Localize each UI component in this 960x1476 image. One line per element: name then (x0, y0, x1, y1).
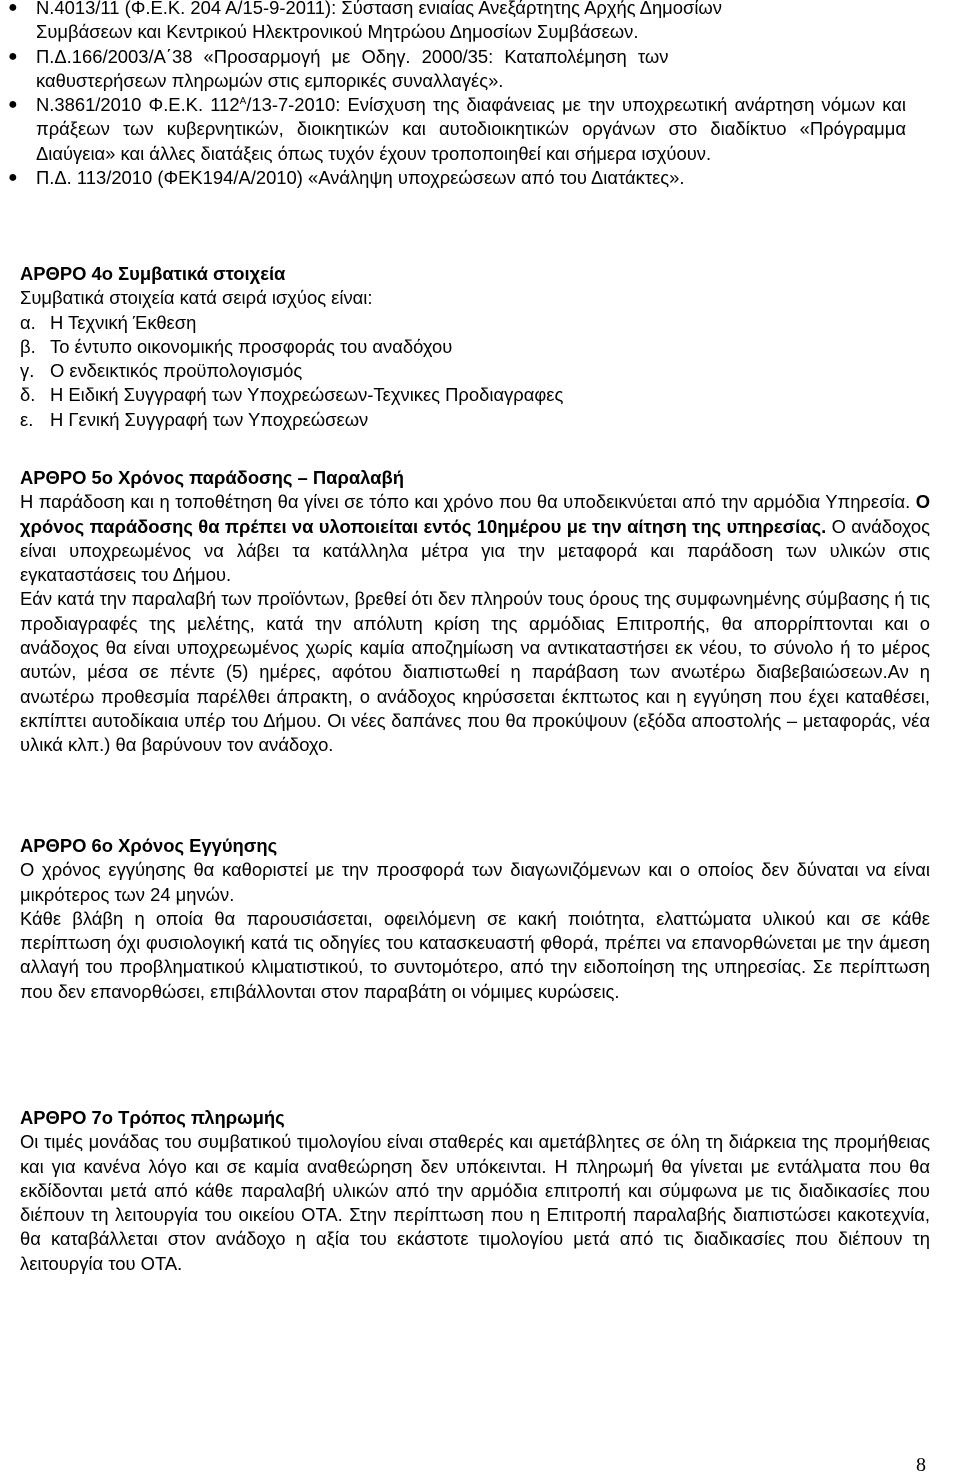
list-item-text: καθυστερήσεων πληρωμών στις εμπορικές συναλλαγές». (36, 69, 504, 91)
article-7 (20, 1106, 930, 1276)
article-heading: ΑΡΘΡΟ 6ο Χρόνος Εγγύησης (20, 835, 278, 856)
item-text: Η Ειδική Συγγραφή των Υποχρεώσεων-Τεχνικες Προδιαγραφες (50, 384, 564, 406)
article-paragraph: Ο χρόνος εγγύησης θα καθοριστεί με την προσφορά των διαγωνιζόμενων και ο οποίος δεν δύναται να είναι μικρότερος των 24 μηνών. (20, 859, 930, 905)
list-item (0, 0, 960, 45)
list-item-text: Συμβάσεων και Κεντρικού Ηλεκτρονικού Μητρώου Δημοσίων Συμβάσεων. (36, 21, 639, 43)
article-heading: ΑΡΘΡΟ 5ο Χρόνος παράδοσης – Παραλαβή (20, 467, 404, 488)
item-text: Ο ενδεικτικός προϋπολογισμός (50, 360, 303, 382)
list-item (0, 45, 960, 94)
superscript: Α (239, 96, 247, 108)
list-item (20, 311, 912, 335)
bullet-icon: ● (8, 47, 18, 65)
list-item-text: Π.Δ.166/2003/Α΄38 «Προσαρμογή με Οδηγ. 2000/35: Καταπολέμηση των (36, 45, 669, 67)
article-6 (20, 834, 930, 1004)
item-label: α. (20, 311, 36, 333)
article-heading: ΑΡΘΡΟ 4ο Συμβατικά στοιχεία (20, 263, 286, 284)
article-paragraph: Κάθε βλάβη η οποία θα παρουσιάσεται, οφειλόμενη σε κακή ποιότητα, ελαττώματα υλικού και σε κάθε περίπτωση όχι φυσιολογική κατά τις οδηγίες του κατασκευαστή φθορά, πρέπει να επανορθώνεται με την άμεση αλλαγή του προβληματικού κλιματιστικού, το συντομότερο, από την ειδοποίηση της υπηρεσίας. Σε περίπτωση που δεν επανορθώσει, επιβάλλονται στον παραβάτη οι νόμιμες κυρώσεις. (20, 907, 930, 1002)
item-label: ε. (20, 408, 34, 430)
list-item-text: Ν.3861/2010 Φ.Ε.Κ. 112 (36, 94, 240, 116)
bullet-icon: ● (8, 96, 18, 114)
list-item (20, 359, 912, 383)
item-label: β. (20, 335, 36, 357)
item-text: Το έντυπο οικονομικής προσφοράς του αναδόχου (50, 335, 453, 357)
article-intro: Συμβατικά στοιχεία κατά σειρά ισχύος είναι: (20, 287, 373, 309)
article-paragraph (20, 490, 930, 587)
list-item-text: Ν.4013/11 (Φ.Ε.Κ. 204 Α/15-9-2011): Σύσταση ενιαίας Ανεξάρτητης Αρχής Δημοσίων (36, 0, 722, 18)
article-5 (20, 466, 930, 758)
bullet-icon: ● (8, 0, 18, 16)
article-heading: ΑΡΘΡΟ 7ο Τρόπος πληρωμής (20, 1107, 285, 1128)
article-4 (20, 262, 912, 432)
list-item (0, 166, 960, 190)
emphasis-text: Ο χρόνος παράδοσης θα πρέπει να υλοποιείται εντός 10ημέρου με την αίτηση της υπηρεσίας. (20, 491, 930, 537)
paragraph-text: Η παράδοση και η τοποθέτηση θα γίνει σε τόπο και χρόνο που θα υποδεικνύεται από την αρμόδια Υπηρεσία. (20, 491, 916, 513)
list-item (20, 335, 912, 359)
list-item-text: Π.Δ. 113/2010 (ΦΕΚ194/Α/2010) «Ανάληψη υποχρεώσεων από του Διατάκτες». (36, 167, 685, 189)
item-text: Η Γενική Συγγραφή των Υποχρεώσεων (50, 408, 369, 430)
item-text: Η Τεχνική Έκθεση (50, 311, 197, 333)
paragraph-text: Ο ανάδοχος είναι υποχρεωμένος να λάβει τα κατάλληλα μέτρα για την μεταφορά και παράδοση των υλικών στις εγκαταστάσεις του Δήμου. (20, 515, 930, 586)
list-item (0, 93, 960, 166)
item-label: γ. (20, 360, 35, 382)
page-number: 8 (916, 1454, 926, 1476)
list-item-text: /13-7-2010: Ενίσχυση της διαφάνειας με την υποχρεωτική ανάρτηση νόμων και πράξεων των κυβερνητικών, διοικητικών και αυτοδιοικητικών οργάνων στο διαδίκτυο «Πρόγραμμα Διαύγεια» και άλλες διατάξεις όπως τυχόν έχουν τροποποιηθεί και σήμερα ισχύουν. (36, 94, 906, 164)
list-item (20, 408, 912, 432)
bullet-icon: ● (8, 169, 18, 187)
legislation-list (0, 0, 960, 190)
list-item (20, 383, 912, 407)
item-label: δ. (20, 384, 36, 406)
article-paragraph: Εάν κατά την παραλαβή των προϊόντων, βρεθεί ότι δεν πληρούν τους όρους της συμφωνημένης σύμβασης ή τις προδιαγραφές της μελέτης, κατά την απόλυτη κρίση της αρμόδιας Επιτροπής, θα απορρίπτονται και ο ανάδοχος θα είναι υποχρεωμένος χωρίς καμία αποζημίωση να αντικαταστήσει εκ νέου, το σύνολο ή το μέρος αυτών, μέσα σε πέντε (5) ημέρες, αφότου διαπιστωθεί η παράβαση των ανωτέρω διαβεβαιώσεων.Αν η ανωτέρω προθεσμία παρέλθει άπρακτη, ο ανάδοχος κηρύσσεται έκπτωτος και η εγγύηση πoυ έχει καταθέσει, εκπίπτει αυτοδίκαια υπέρ του Δήμου. Οι νέες δαπάνες που θα προκύψουν (εξόδα αποστολής – μεταφοράς, νέα υλικά κλπ.) θα βαρύνουν τον ανάδοχο. (20, 588, 930, 756)
article-paragraph: Οι τιμές μονάδας του συμβατικού τιμολογίου είναι σταθερές και αμετάβλητες σε όλη τη διάρκεια της προμήθειας και για κανένα λόγο και σε καμία αναθεώρηση δεν υπόκεινται. Η πληρωμή θα γίνεται με εντάλματα που θα εκδίδονται μετά από κάθε παραλαβή υλικών από την αρμόδια επιτροπή και σύμφωνα με τις διαδικασίες που διέπουν τη λειτουργία του οικείου ΟΤΑ. Στην περίπτωση που η Επιτροπή παραλαβής διαπιστώσει κακοτεχνία, θα καταβάλλεται στον ανάδοχο η αξία του εκάστοτε τιμολογίου μετά από τις διαδικασίες που διέπουν τη λειτουργία του ΟΤΑ. (20, 1131, 930, 1274)
